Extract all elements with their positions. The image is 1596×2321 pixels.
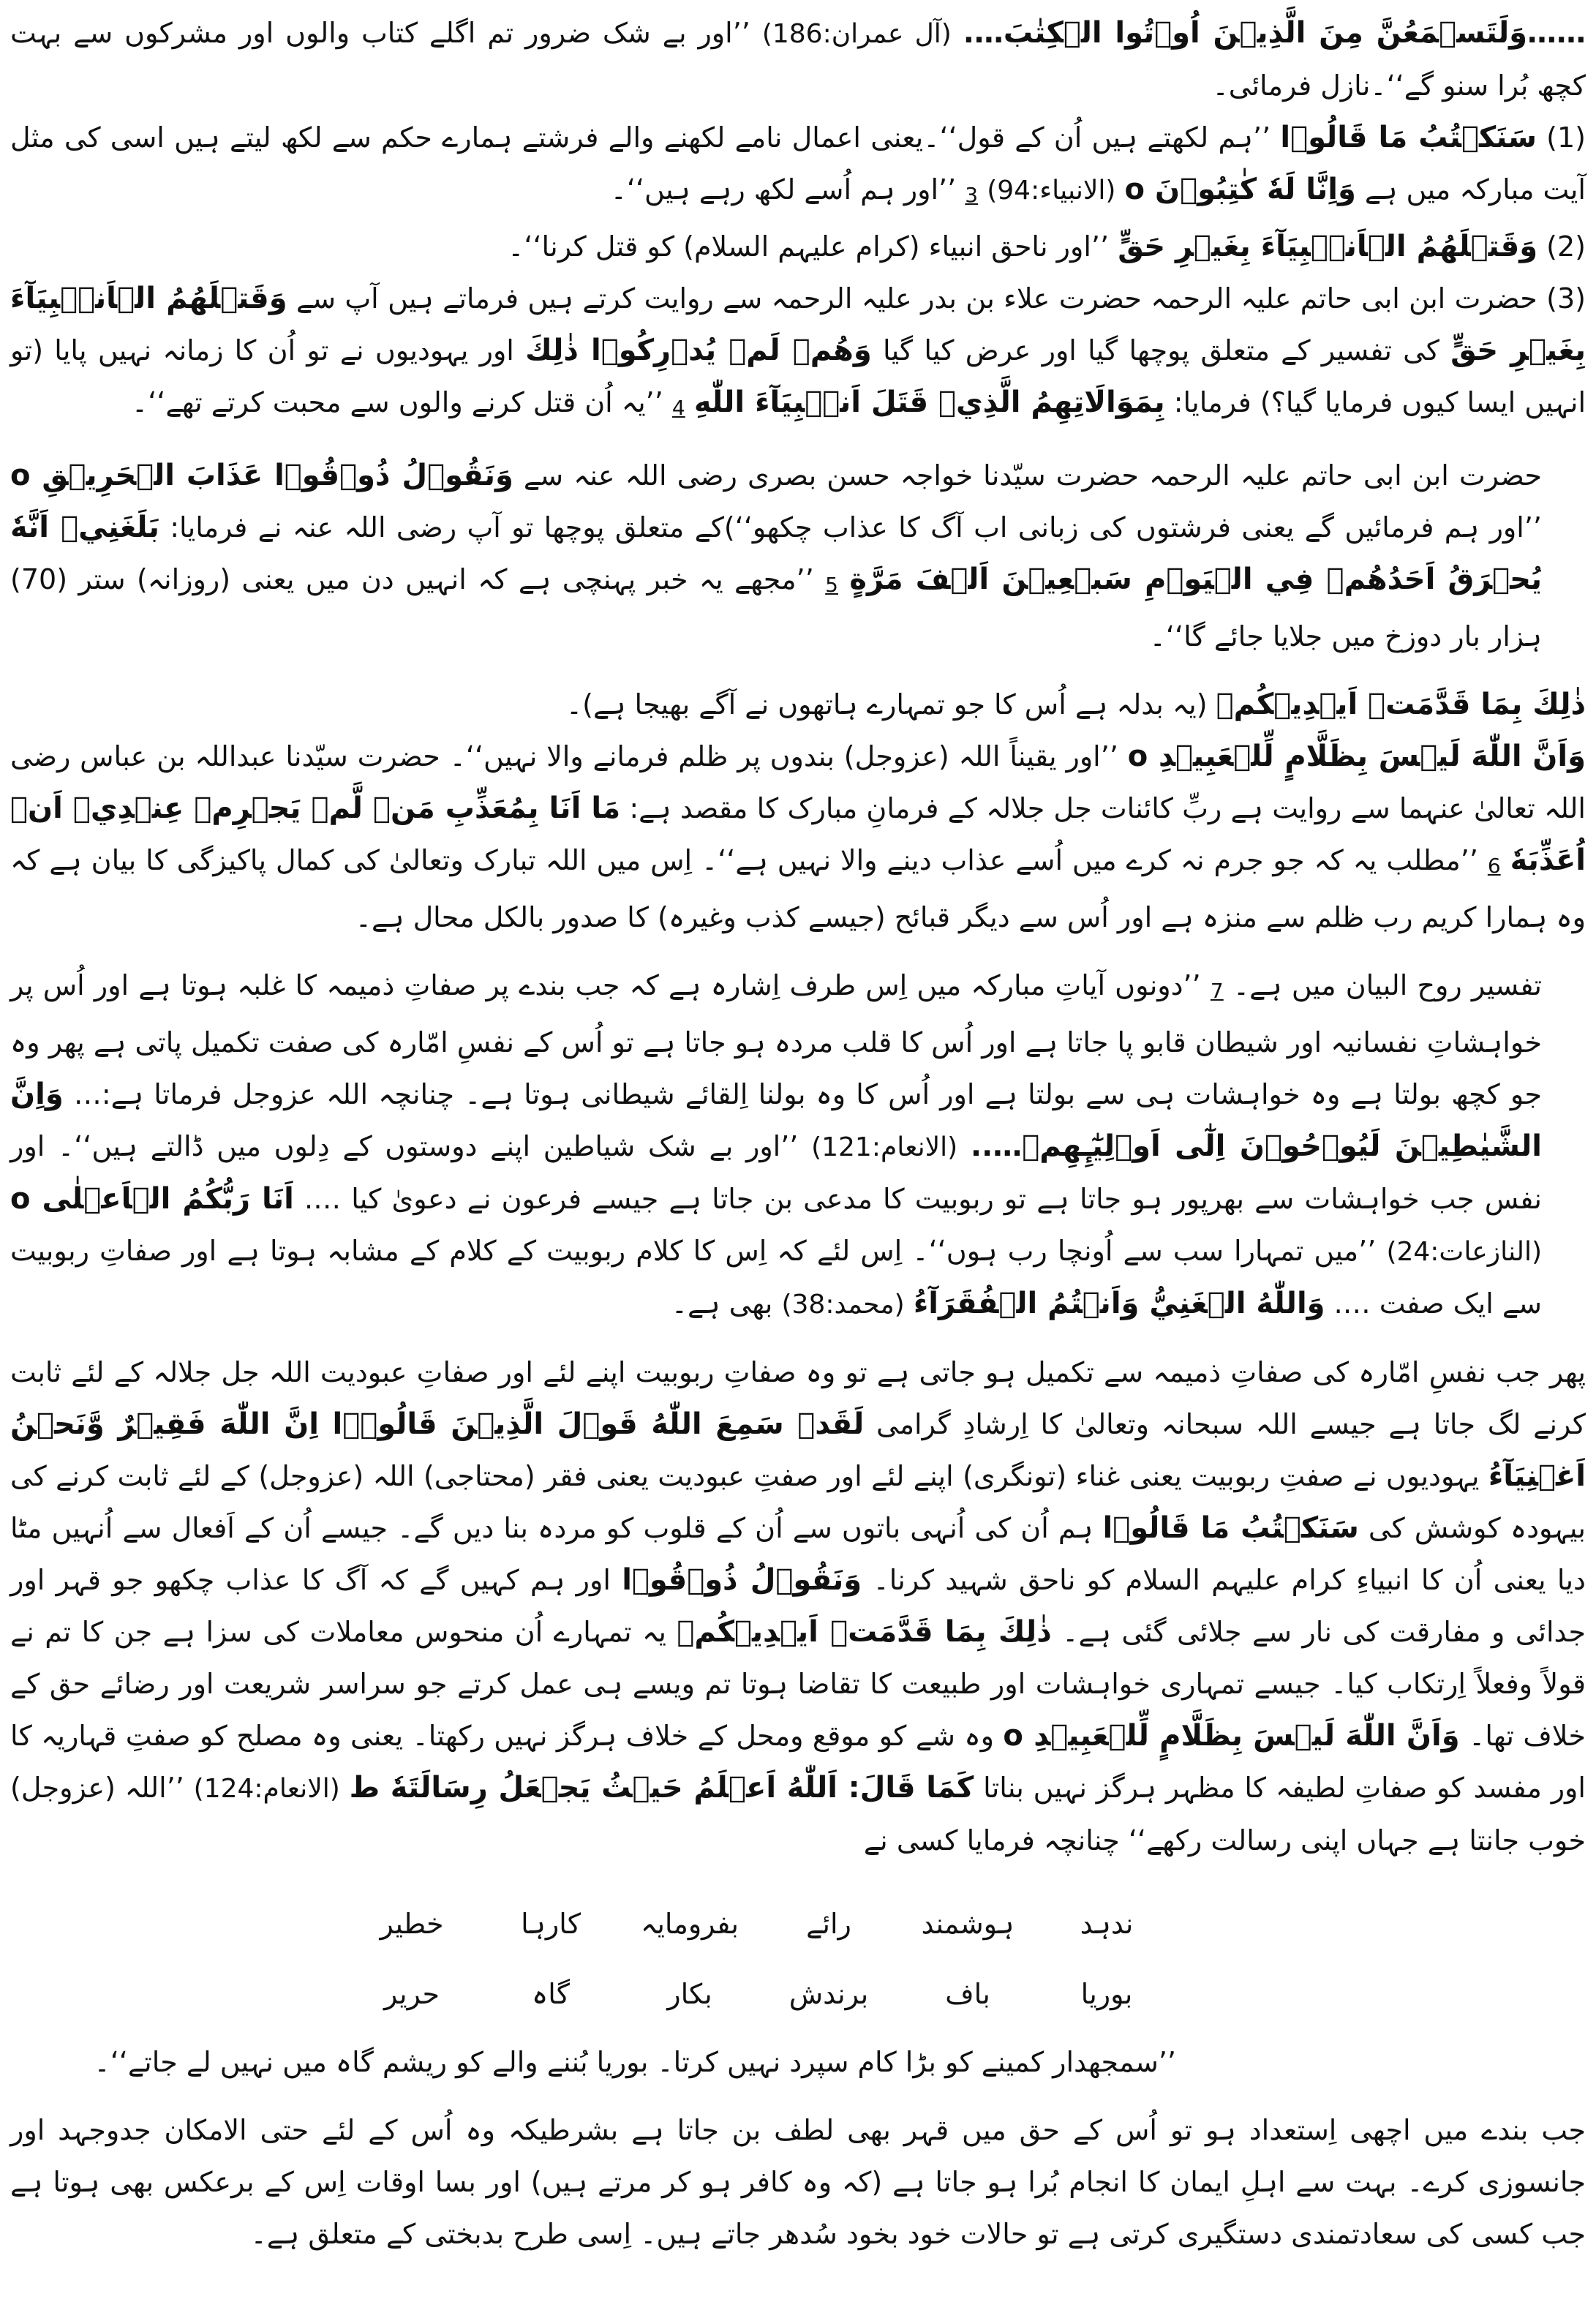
paragraph-4 (10, 450, 1586, 663)
paragraph-2 (10, 221, 1586, 273)
commentary-text: ’’ہم لکھتے ہیں اُن کے قول‘‘۔یعنی اعمال نامے لکھنے والے فرشتے ہمارے حکم سے لکھ لیتے ہیں اسی کی مثل آیت مبارکہ میں ہے (10, 121, 1586, 206)
verse-reference: (الانعام:124) (193, 1774, 340, 1804)
commentary-text: ’’مطلب یہ کہ جو جرم نہ کرے میں اُسے عذاب دینے والا نہیں ہے‘‘۔ اِس میں اللہ تبارک وتعالیٰ کی کمال پاکیزگی کا بیان ہے کہ وہ ہمارا کریم رب ظلم سے منزہ ہے اور اُس سے دیگر قبائح (جیسے کذب وغیرہ) کا صدور بالکل محال ہے۔ (10, 844, 1586, 933)
quran-verse: وَقَتۡلَهُمُ الۡاَنۡۢبِيَآءَ بِغَيۡرِ حَقٍّ (10, 282, 1586, 367)
quran-verse: وَنَقُوۡلُ ذُوۡقُوۡا (622, 1563, 862, 1597)
translation-text: ’’اللہ (عزوجل) خوب جانتا ہے جہاں اپنی رسالت رکھے‘‘ چنانچہ فرمایا کسی نے (10, 1772, 1586, 1857)
translation-text: ’’اور ہم اُسے لکھ رہے ہیں‘‘۔ (610, 173, 957, 206)
paragraph-number: (3) (1546, 282, 1586, 315)
couplet-line-2 (10, 1959, 1176, 2029)
translation-text: ’’اور بے شک ضرور تم اگلے کتاب والوں اور مشرکوں سے بہت کچھ بُرا سنو گے‘‘۔نازل فرمائی۔ (10, 17, 1586, 102)
couplet-word: بوریا (1080, 1978, 1133, 2010)
hadith-text: بِمَوَالَاتِهِمُ الَّذِيۡ قَتَلَ اَنۡۢبِيَآءَ اللّٰهِ (693, 385, 1165, 419)
couplet-word: بفرومایہ (641, 1908, 739, 1940)
commentary-text: ہم اُن کی اُنہی باتوں سے اُن کے قلوب کو مردہ بنا دیں گے۔ جیسے اُن کے اَفعال سے اُنہیں مٹا دیا یعنی اُن کا انبیاءِ کرام علیہم السلام کو ناحق شہید کرنا۔ (10, 1512, 1586, 1596)
quran-verse: وَاِنَّ الشَّيٰطِيۡنَ لَيُوۡحُوۡنَ اِلٰٓى اَوۡلِيٰٓـِٕهِمۡ….. (10, 1077, 1542, 1163)
hadith-text: مَا اَنَا بِمُعَذِّبِ مَنۡ لَّمۡ يَجۡرِمۡ عِنۡدِيۡ اَنۡ اُعَذِّبَهٗ (10, 791, 1586, 877)
commentary-text: تفسیر روح البیان میں ہے۔ (1232, 969, 1542, 1001)
paragraph-intro (10, 7, 1586, 112)
paragraph-number: (2) (1546, 230, 1586, 263)
verse-reference: (الانعام:121) (811, 1132, 958, 1162)
quran-verse: سَنَكۡتُبُ مَا قَالُوۡا (1280, 121, 1537, 154)
commentary-text: ’’اور ہم فرمائیں گے یعنی فرشتوں کی زبانی اب آگ کا عذاب چکھو‘‘)کے متعلق پوچھا تو آپ رضی اللہ عنہ نے فرمایا: (170, 511, 1542, 543)
quran-verse: ……وَلَتَسۡمَعُنَّ مِنَ الَّذِيۡنَ اُوۡتُوا الۡكِتٰبَ…. (963, 16, 1586, 50)
footnote-marker[interactable]: 3 (965, 183, 979, 207)
persian-couplet (10, 1889, 1586, 2029)
commentary-text: بھی ہے۔ (671, 1287, 773, 1320)
verse-reference: (محمد:38) (781, 1290, 905, 1320)
translation-text: (یہ بدلہ ہے اُس کا جو تمہارے ہاتھوں نے آگے بھیجا ہے)۔ (565, 688, 1208, 721)
paragraph-3 (10, 273, 1586, 434)
commentary-text: پھر جب نفسِ امّارہ کی صفاتِ ذمیمہ سے تکمیل ہو جاتی ہے تو وہ صفاتِ ربوبیت اپنے لئے اور صفاتِ عبودیت اللہ جل جلالہ کے لئے ثابت کرنے لگ جاتا ہے جیسے اللہ سبحانہ وتعالیٰ کا اِرشادِ گرامی (10, 1356, 1586, 1440)
couplet-line-1 (10, 1889, 1176, 1959)
couplet-word: ہوشمند (921, 1908, 1015, 1940)
quran-verse: وَاللّٰهُ الۡغَنِيُّ وَاَنۡتُمُ الۡفُقَرَآءُ (913, 1287, 1325, 1320)
commentary-text: اور یہودیوں نے تو اُن کا زمانہ نہیں پایا (تو انہیں ایسا کیوں فرمایا گیا؟) فرمایا: (10, 334, 1586, 418)
footnote-marker[interactable]: 4 (671, 396, 685, 420)
commentary-text: حضرت ابن ابی حاتم علیہ الرحمہ حضرت علاء بن بدر علیہ الرحمہ سے روایت کرتے ہیں فرماتے ہیں آپ سے (296, 282, 1537, 315)
commentary-text: اور ہم کہیں گے کہ آگ کا عذاب چکھو جو قہر اور جدائی و مفارقت کی نار سے جلائی گئی ہے۔ (10, 1564, 1586, 1648)
couplet-word: گاہ (532, 1978, 570, 2010)
paragraph-1 (10, 112, 1586, 221)
paragraph-6 (10, 731, 1586, 944)
translation-text: ’’اور یقیناً اللہ (عزوجل) بندوں پر ظلم فرمانے والا نہیں‘‘۔ حضرت سیّدنا عبداللہ بن عباس رضی اللہ تعالیٰ عنہما سے روایت ہے ربِّ کائنات جل جلالہ کے فرمانِ مبارک کا مقصد ہے: (10, 740, 1586, 824)
commentary-text: یہودیوں نے صفتِ ربوبیت یعنی غناء (تونگری) اپنے لئے اور صفتِ عبودیت یعنی فقر (محتاجی) اللہ (عزوجل) کے لئے ثابت کرنے کی بیہودہ کوشش کی (10, 1460, 1586, 1544)
couplet-word: برندش (788, 1978, 869, 2010)
quran-verse: وَنَقُوۡلُ ذُوۡقُوۡا عَذَابَ الۡحَرِيۡقِ o (10, 459, 513, 492)
quran-verse: لَقَدۡ سَمِعَ اللّٰهُ قَوۡلَ الَّذِيۡنَ قَالُوۡۤا اِنَّ اللّٰهَ فَقِيۡرٌ وَّنَحۡنُ اَغۡنِيَآءُ (10, 1407, 1586, 1493)
commentary-text: ’’اور بے شک شیاطین اپنے دوستوں کے دِلوں میں ڈالتے ہیں‘‘۔ اور نفس جب خواہشات سے بھرپور ہو جاتا ہے تو ربوبیت کا مدعی بن جاتا ہے جیسے فرعون نے دعویٰ کیا …. (10, 1130, 1542, 1215)
quran-verse: وَاَنَّ اللّٰهَ لَيۡسَ بِظَلَّامٍ لِّلۡعَبِيۡدِ o (1003, 1719, 1460, 1753)
footnote-marker[interactable]: 5 (825, 573, 838, 597)
couplet-word: خطیر (380, 1908, 444, 1940)
paragraph-7 (10, 960, 1586, 1331)
hadith-text: بَلَغَنِيۡ اَنَّهٗ يُحۡرَقُ اَحَدُهُمۡ فِي الۡيَوۡمِ سَبۡعِيۡنَ اَلۡفَ مَرَّةٍ (10, 511, 1542, 596)
quran-verse: وَاَنَّ اللّٰهَ لَيۡسَ بِظَلَّامٍ لِّلۡعَبِيۡدِ o (1127, 740, 1586, 773)
footnote-marker[interactable]: 7 (1210, 979, 1224, 1003)
couplet-translation: ’’سمجھدار کمینے کو بڑا کام سپرد نہیں کرتا۔ بوریا بُننے والے کو ریشم گاہ میں نہیں لے جاتے‘‘۔ (94, 2046, 1176, 2078)
commentary-text: ’’میں تمہارا سب سے اُونچا رب ہوں‘‘۔ اِس لئے کہ اِس کا کلام ربوبیت کے کلام کے مشابہ ہوتا ہے اور صفاتِ ربوبیت سے ایک صفت …. (10, 1235, 1542, 1320)
closing-paragraph: جب بندے میں اچھی اِستعداد ہو تو اُس کے حق میں قہر بھی لطف بن جاتا ہے بشرطیکہ وہ اُس کے لئے حتی الامکان جدوجہد اور جانسوزی کرے۔ بہت سے اہلِ ایمان کا انجام بُرا ہو جاتا ہے (کہ وہ کافر ہو کر مرتے ہیں) اور بسا اوقات اِس کے برعکس بھی ہوتا ہے جب کسی کی سعادتمندی دستگیری کرتی ہے تو حالات خود بخود سُدھر جاتے ہیں۔ اِسی طرح بدبختی کے متعلق ہے۔ (10, 2114, 1586, 2250)
translation-text: ’’یہ اُن قتل کرنے والوں سے محبت کرتے تھے‘‘۔ (131, 386, 663, 418)
commentary-text: حضرت ابن ابی حاتم علیہ الرحمہ حضرت سیّدنا خواجہ حسن بصری رضی اللہ عنہ سے (523, 459, 1542, 492)
verse-reference: (آل عمران:186) (761, 19, 952, 49)
couplet-word: بکار (667, 1978, 712, 2010)
commentary-text: وہ شے کو موقع ومحل کے خلاف ہرگز نہیں رکھتا۔ یعنی وہ مصلح کو صفتِ قہاریہ کا اور مفسد کو صفاتِ لطیفہ کا مظہر ہرگز نہیں بناتا (10, 1720, 1586, 1804)
verse-reference: (الانبیاء:94) (987, 176, 1116, 206)
quran-verse: ذٰلِكَ بِمَا قَدَّمَتۡ اَيۡدِيۡكُمۡ (1216, 688, 1586, 721)
commentary-text: ’’دونوں آیاتِ مبارکہ میں اِس طرف اِشارہ ہے کہ جب بندے پر صفاتِ ذمیمہ کا غلبہ ہوتا ہے اور اُس پر خواہشاتِ نفسانیہ اور شیطان قابو پا جاتا ہے اور اُس کا قلب مردہ ہو جاتا ہے تو اُس کے نفسِ امّارہ کی صفت تکمیل پاتی ہے پھر وہ جو کچھ بولتا ہے وہ خواہشات ہی سے بولتا ہے اور اُس کا وہ بولنا اِلقائے شیطانی ہوتا ہے۔ چنانچہ اللہ عزوجل فرماتا ہے:… (10, 969, 1542, 1110)
quran-verse: ذٰلِكَ بِمَا قَدَّمَتۡ اَيۡدِيۡكُمۡ (677, 1615, 1052, 1649)
footnote-marker[interactable]: 6 (1487, 854, 1501, 878)
quran-verse: اَنَا رَبُّكُمُ الۡاَعۡلٰى o (10, 1182, 294, 1216)
couplet-word: حریر (384, 1978, 440, 2010)
quran-verse: وَقَتۡلَهُمُ الۡاَنۡۢبِيَآءَ بِغَيۡرِ حَقٍّ (1118, 230, 1538, 263)
couplet-word: ندہد (1080, 1908, 1134, 1940)
couplet-word: رائے (806, 1908, 851, 1940)
quran-verse: كَمَا قَالَ: اَللّٰهُ اَعۡلَمُ حَيۡثُ يَجۡعَلُ رِسَالَتَهٗ ط (349, 1771, 974, 1805)
quran-verse: وَاِنَّا لَهٗ كٰتِبُوۡنَ o (1124, 173, 1356, 206)
translation-text: ’’اور ناحق انبیاء (کرام علیہم السلام) کو قتل کرنا‘‘۔ (508, 230, 1110, 263)
quran-verse: سَنَكۡتُبُ مَا قَالُوۡا (1102, 1511, 1359, 1545)
commentary-text: کی تفسیر کے متعلق پوچھا گیا اور عرض کیا گیا (883, 334, 1439, 366)
quran-verse: وَهُمۡ لَمۡ يُدۡرِكُوۡا ذٰلِكَ (525, 334, 872, 367)
couplet-word: کارہا (521, 1908, 581, 1940)
commentary-text: یہ تمہارے اُن منحوس معاملات کی سزا ہے جن کا تم نے قولاً وفعلاً اِرتکاب کیا۔ جیسے تمہاری خواہشات اور طبیعت کا تقاضا ہوتا تم ویسے ہی عمل کرتے جو سراسر شریعت اور رضائے حق کے خلاف تھا۔ (10, 1616, 1586, 1752)
couplet-word: باف (945, 1978, 990, 2010)
verse-reference: (النازعات:24) (1386, 1237, 1542, 1267)
paragraph-8 (10, 1347, 1586, 1867)
paragraph-5 (10, 679, 1586, 731)
translation-text: ’’مجھے یہ خبر پہنچی ہے کہ انہیں دن میں یعنی (روزانہ) ستر (70) ہزار بار دوزخ میں جلایا جائے گا‘‘۔ (10, 563, 1542, 652)
paragraph-number: (1) (1546, 121, 1586, 154)
